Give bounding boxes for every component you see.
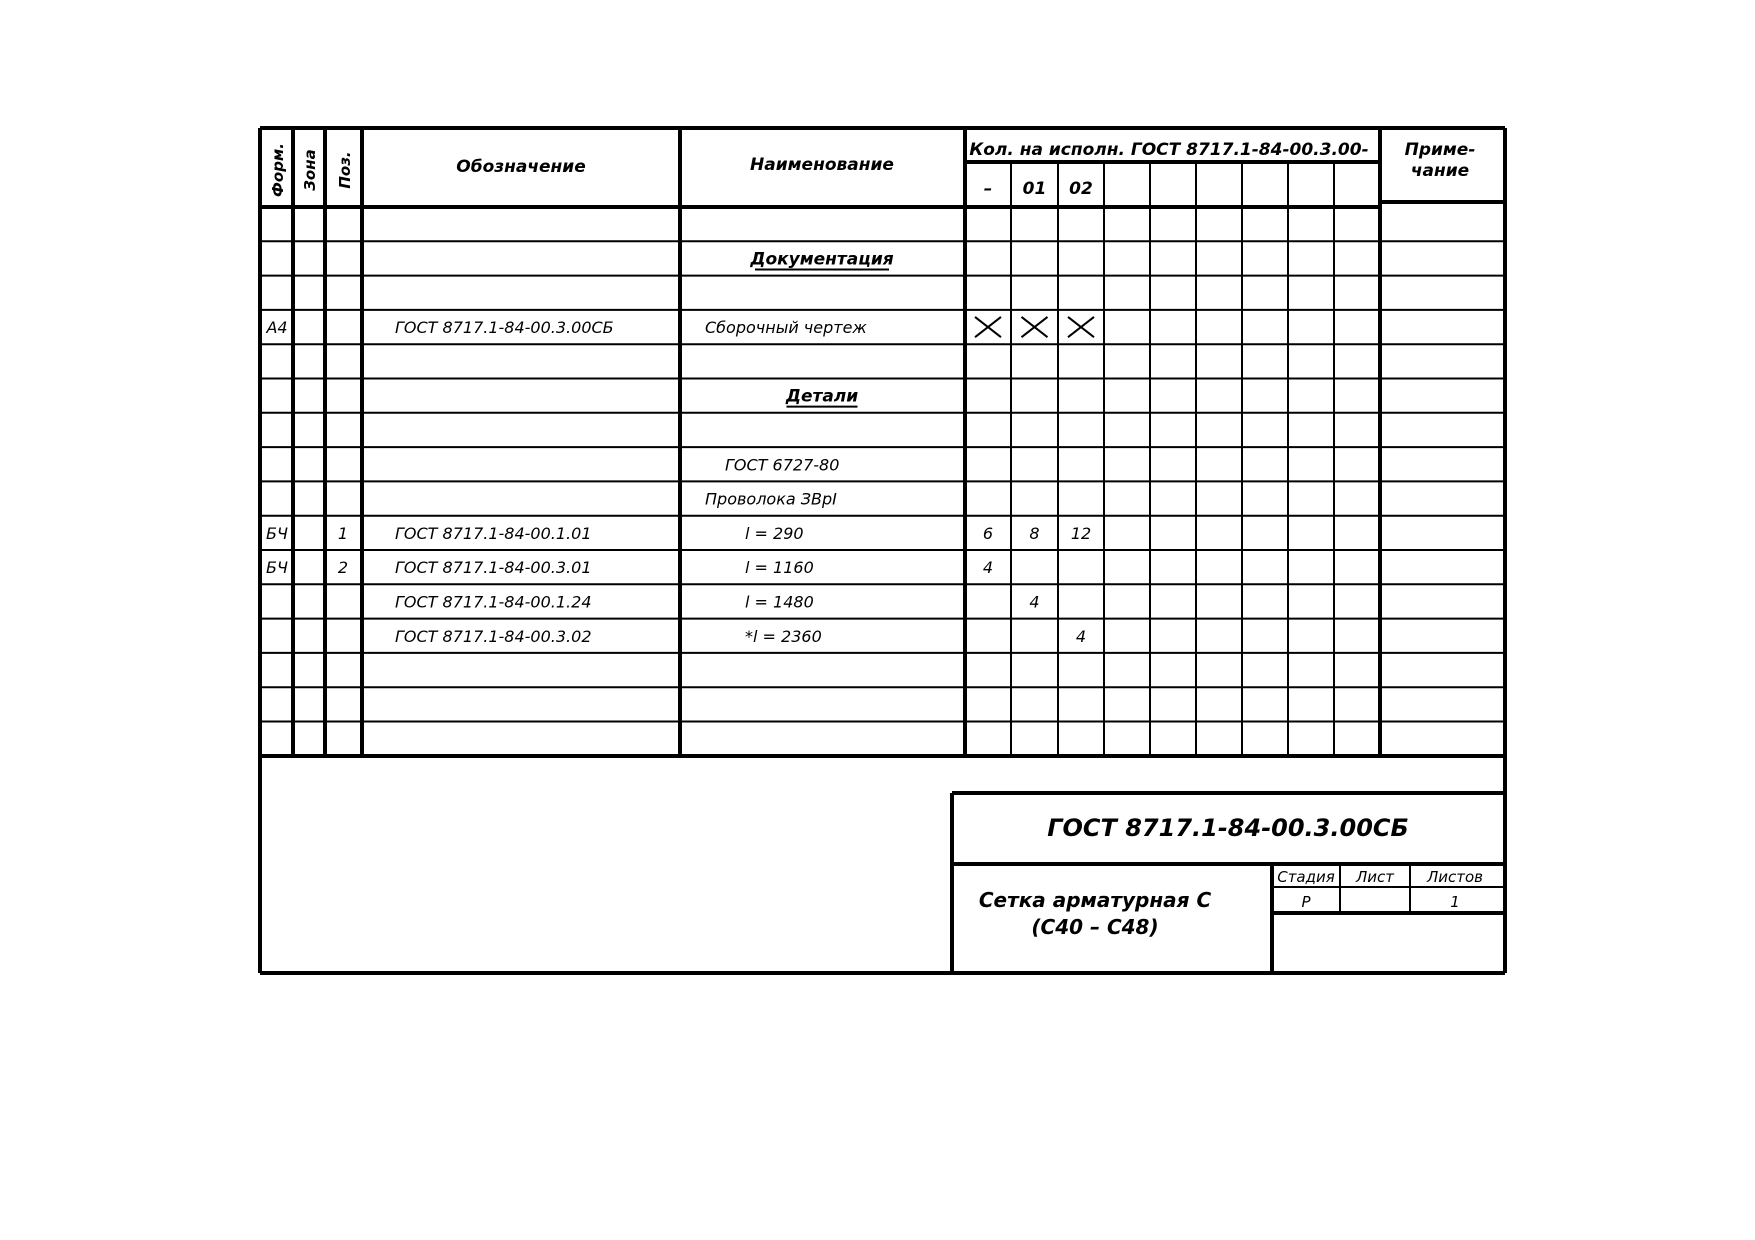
row-designation: ГОСТ 8717.1-84-00.1.01 bbox=[395, 523, 592, 543]
header-form: Форм. bbox=[269, 143, 287, 197]
stage-value: Р bbox=[1301, 893, 1311, 911]
row-name: ГОСТ 6727-80 bbox=[725, 455, 840, 475]
row-qty: 4 bbox=[1029, 592, 1040, 612]
row-pos: 1 bbox=[337, 523, 349, 543]
row-designation: ГОСТ 8717.1-84-00.3.00СБ bbox=[395, 318, 614, 338]
row-designation: ГОСТ 8717.1-84-00.3.02 bbox=[395, 626, 592, 646]
header-name: Наименование bbox=[750, 155, 894, 175]
row-name: *l = 2360 bbox=[745, 626, 822, 646]
section-heading: Документация bbox=[750, 249, 894, 270]
row-qty: 4 bbox=[1075, 626, 1087, 646]
row-qty: 8 bbox=[1029, 523, 1040, 543]
row-qty: 4 bbox=[982, 558, 994, 578]
row-name: l = 290 bbox=[745, 523, 804, 543]
document-code: ГОСТ 8717.1-84-00.3.00СБ bbox=[1047, 814, 1409, 842]
row-qty: 12 bbox=[1070, 523, 1092, 543]
row-designation: ГОСТ 8717.1-84-00.1.24 bbox=[395, 592, 592, 612]
section-heading: Детали bbox=[785, 386, 859, 407]
header-pos: Поз. bbox=[336, 151, 354, 189]
table-text bbox=[265, 140, 1483, 939]
stage-label: Стадия bbox=[1277, 868, 1335, 886]
row-pos: 2 bbox=[337, 558, 349, 578]
product-name: Сетка арматурная С bbox=[978, 888, 1212, 912]
header-note-line2: чание bbox=[1410, 161, 1470, 181]
row-qty: 6 bbox=[982, 523, 994, 543]
header-qty-title: Кол. на исполн. ГОСТ 8717.1-84-00.3.00- bbox=[969, 140, 1369, 160]
row-name: Проволока ЗВрI bbox=[705, 489, 837, 509]
row-form: БЧ bbox=[266, 523, 288, 543]
sheets-label: Листов bbox=[1426, 868, 1484, 886]
header-variant-2: 02 bbox=[1069, 179, 1093, 199]
row-name: l = 1480 bbox=[745, 592, 814, 612]
header-note-line1: Приме- bbox=[1404, 140, 1476, 160]
product-range: (С40 – С48) bbox=[1031, 915, 1159, 939]
sheet-label: Лист bbox=[1355, 868, 1395, 886]
row-form: БЧ bbox=[266, 558, 288, 578]
header-designation: Обозначение bbox=[456, 157, 586, 177]
header-zone: Зона bbox=[301, 149, 319, 191]
row-name: l = 1160 bbox=[745, 558, 814, 578]
header-variant-1: 01 bbox=[1022, 179, 1047, 199]
sheets-value: 1 bbox=[1450, 893, 1460, 911]
header-variant-0: – bbox=[983, 179, 993, 199]
row-designation: ГОСТ 8717.1-84-00.3.01 bbox=[395, 558, 592, 578]
row-name: Сборочный чертеж bbox=[705, 318, 867, 338]
row-form: А4 bbox=[266, 318, 288, 338]
